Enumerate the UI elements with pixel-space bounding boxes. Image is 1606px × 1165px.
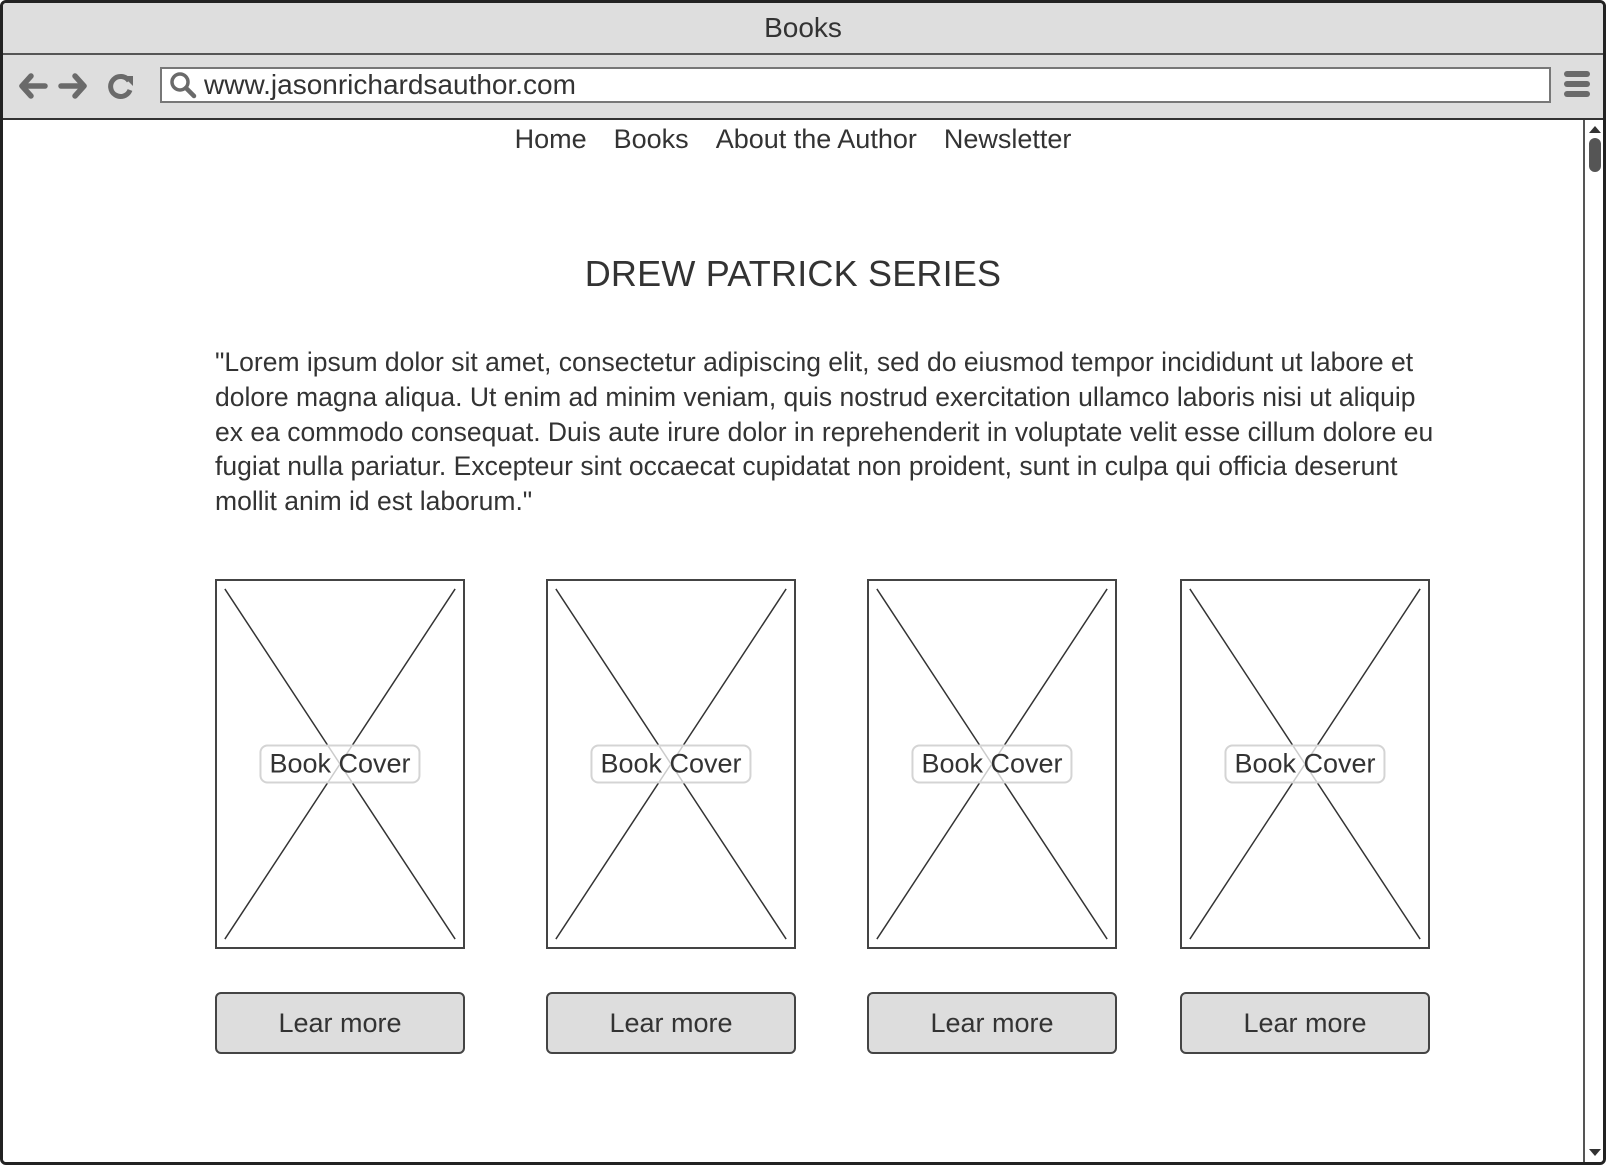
hamburger-menu-icon	[1564, 71, 1592, 97]
search-icon	[168, 70, 198, 100]
book-cover-label: Book Cover	[590, 745, 751, 784]
series-title: DREW PATRICK SERIES	[584, 253, 1002, 294]
book-cover-label: Book Cover	[911, 745, 1072, 784]
book-cover-placeholder[interactable]	[215, 579, 465, 949]
address-bar[interactable]	[160, 67, 1551, 103]
scroll-down-arrow-icon[interactable]	[1589, 1149, 1601, 1156]
book-cover-placeholder[interactable]	[546, 579, 796, 949]
book-cover-placeholder[interactable]	[1180, 579, 1430, 949]
learn-more-button[interactable]: Lear more	[546, 992, 796, 1054]
nav-link-newsletter[interactable]: Newsletter	[943, 124, 1072, 154]
nav-link-home[interactable]: Home	[514, 124, 587, 154]
series-description-quote: "Lorem ipsum dolor sit amet, consectetur adipiscing elit, sed do eiusmod tempor incididunt ut labore et dolore magna aliqua. Ut enim ad minim veniam, quis nostrud exercitation ullamco laboris nisi ut aliquip ex ea commodo consequat. Duis aute irure dolor in reprehenderit in voluptate velit esse cillum dolore eu fugiat nulla pariatur. Excepteur sint occaecat cupidatat non proident, sunt in culpa qui officia deserunt mollit anim id est laborum."	[215, 347, 1434, 517]
book-card	[215, 579, 465, 1054]
reload-icon	[104, 69, 138, 103]
book-card	[546, 579, 796, 1054]
browser-menu-button[interactable]	[1564, 71, 1592, 103]
url-input[interactable]	[198, 69, 1504, 101]
scrollbar-thumb[interactable]	[1589, 138, 1601, 172]
book-cover-label: Book Cover	[259, 745, 420, 784]
vertical-scrollbar[interactable]	[1583, 120, 1603, 1162]
nav-link-books[interactable]: Books	[613, 124, 689, 154]
learn-more-button[interactable]: Lear more	[1180, 992, 1430, 1054]
title-bar	[3, 3, 1603, 55]
site-navigation	[3, 124, 1583, 155]
reload-button[interactable]	[104, 69, 138, 103]
back-button[interactable]	[16, 69, 50, 103]
page-viewport	[3, 120, 1583, 1162]
learn-more-button[interactable]: Lear more	[215, 992, 465, 1054]
book-card	[1180, 579, 1430, 1054]
arrow-right-icon	[56, 69, 90, 103]
scroll-up-arrow-icon[interactable]	[1589, 126, 1601, 133]
book-cover-label: Book Cover	[1224, 745, 1385, 784]
window-title: Books	[764, 12, 842, 43]
nav-link-about-the-author[interactable]: About the Author	[715, 124, 917, 154]
learn-more-button[interactable]: Lear more	[867, 992, 1117, 1054]
book-cover-placeholder[interactable]	[867, 579, 1117, 949]
forward-button[interactable]	[56, 69, 90, 103]
browser-toolbar	[3, 55, 1603, 120]
book-card	[867, 579, 1117, 1054]
arrow-left-icon	[16, 69, 50, 103]
